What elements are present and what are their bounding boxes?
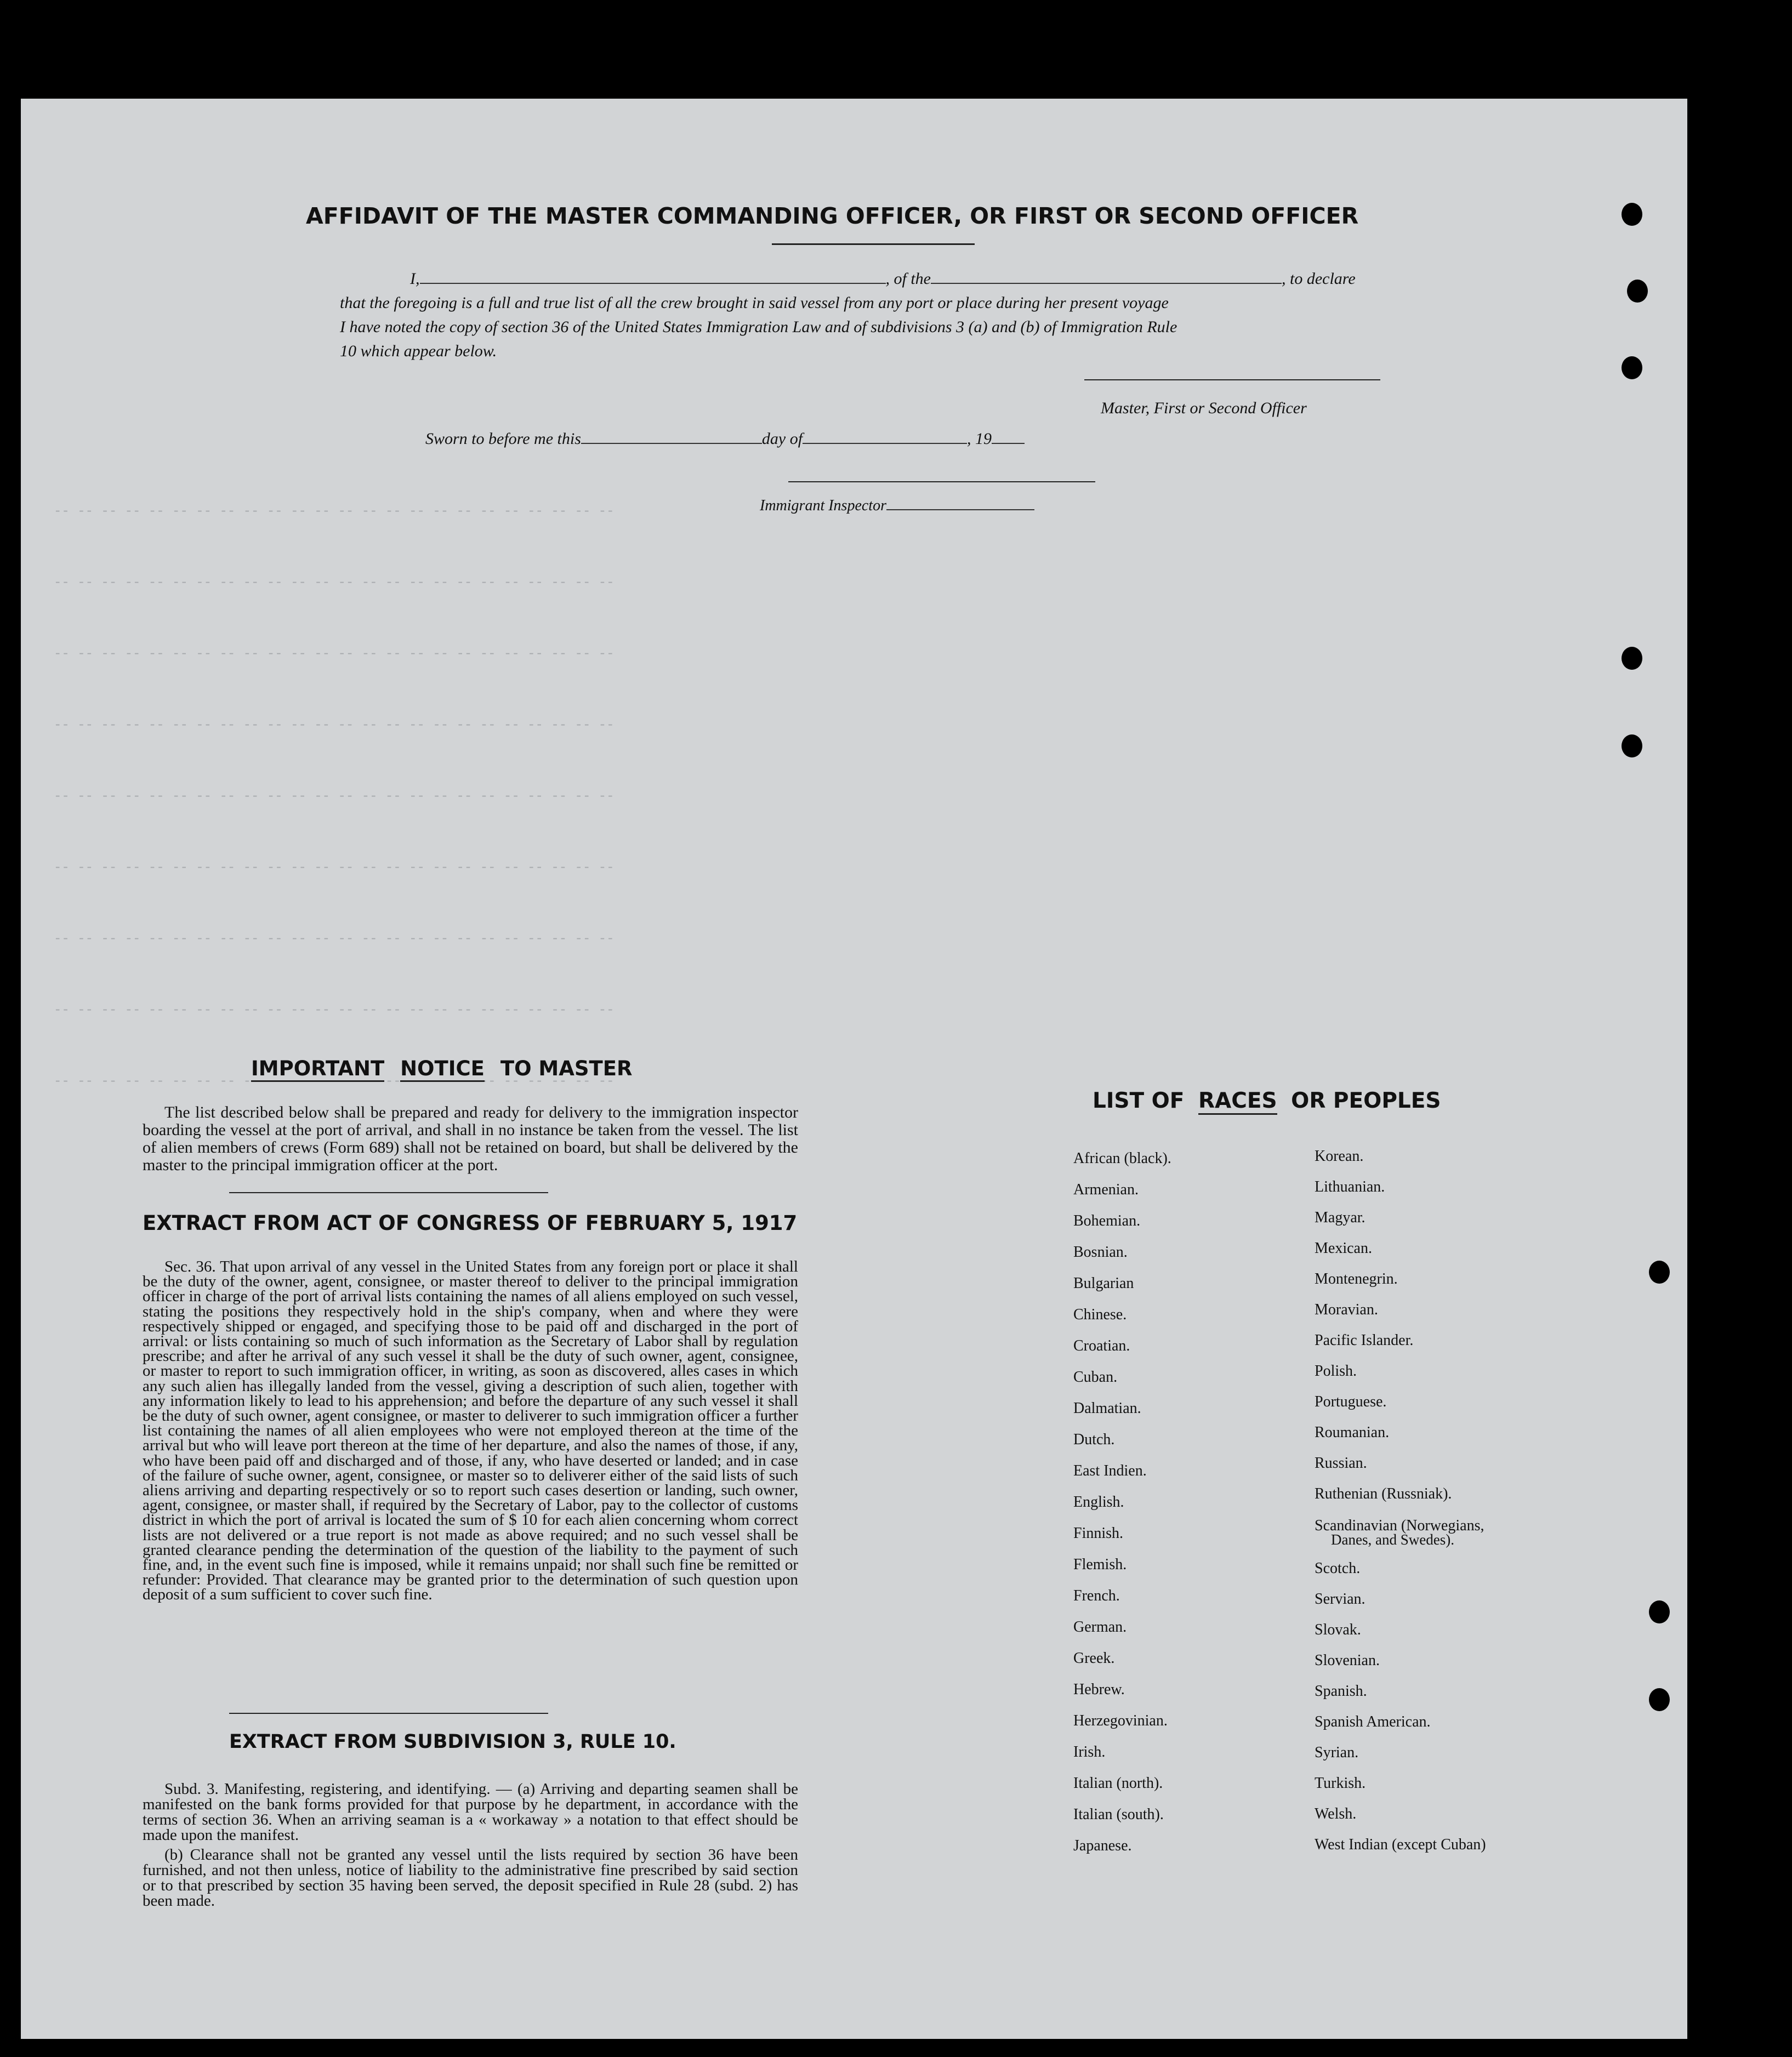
race-item: Cuban. <box>1073 1369 1118 1386</box>
affidavit-line-2: that the foregoing is a full and true list of all the crew brought in said vessel from any port or place during her present voyage <box>340 294 1169 312</box>
race-item: Italian (south). <box>1073 1806 1164 1823</box>
inspector-signature-line[interactable] <box>788 481 1095 482</box>
notice-divider <box>229 1192 548 1193</box>
race-item: Finnish. <box>1073 1525 1124 1542</box>
affidavit-title-underline <box>772 243 975 245</box>
races-title-races: RACES <box>1198 1089 1277 1115</box>
race-item: German. <box>1073 1619 1127 1636</box>
binder-hole-3 <box>1622 356 1642 379</box>
year-field[interactable] <box>992 443 1025 444</box>
race-item: Italian (north). <box>1073 1775 1163 1792</box>
sworn-label: Sworn to before me this <box>425 430 581 448</box>
race-item: Dutch. <box>1073 1431 1115 1448</box>
race-item: Bulgarian <box>1073 1275 1134 1292</box>
act-title: EXTRACT FROM ACT OF CONGRESS OF FEBRUARY 5, 1917 <box>143 1211 798 1235</box>
binder-hole-6 <box>1649 1261 1670 1284</box>
race-item: Slovak. <box>1315 1621 1361 1638</box>
races-title-list-of: LIST OF <box>1093 1089 1185 1113</box>
race-item: Syrian. <box>1315 1744 1359 1761</box>
sworn-date-field[interactable] <box>581 443 762 444</box>
race-item: Scotch. <box>1315 1560 1361 1577</box>
race-item: Spanish American. <box>1315 1713 1431 1730</box>
of-the-label: , of the <box>885 270 931 288</box>
inspector-label <box>760 497 1034 515</box>
race-item: Magyar. <box>1315 1209 1366 1226</box>
officer-name-field[interactable] <box>420 283 886 284</box>
race-item: Welsh. <box>1315 1805 1357 1822</box>
race-item: Croatian. <box>1073 1337 1130 1354</box>
race-item: Montenegrin. <box>1315 1270 1398 1287</box>
document-page <box>21 99 1687 2039</box>
race-item: Russian. <box>1315 1455 1367 1472</box>
signature-line[interactable] <box>1084 379 1380 380</box>
affidavit-line-3: I have noted the copy of section 36 of the United States Immigration Law and of subdivisions 3 (a) and (b) of Immigration Rule <box>340 318 1177 336</box>
signature-label: Master, First or Second Officer <box>1101 399 1307 417</box>
rule10-body-b: (b) Clearance shall not be granted any vessel until the lists required by section 36 have been furnished, and not then unless, notice of liability to the administrative fine prescribed by said section or to that prescribed by section 35 having been served, the deposit specified in Rule 28 (subd. 2) has been made. <box>143 1846 798 1910</box>
binder-hole-8 <box>1649 1688 1670 1711</box>
affidavit-line-4: 10 which appear below. <box>340 342 497 360</box>
race-item: East Indien. <box>1073 1462 1147 1479</box>
race-item: Armenian. <box>1073 1181 1139 1198</box>
race-item: Mexican. <box>1315 1240 1372 1257</box>
race-item: Roumanian. <box>1315 1424 1390 1441</box>
affidavit-line-1 <box>410 270 1356 288</box>
races-title <box>1093 1089 1441 1113</box>
notice-title-to-master: TO MASTER <box>500 1057 633 1080</box>
to-declare-label: , to declare <box>1282 270 1356 288</box>
affidavit-title: AFFIDAVIT OF THE MASTER COMMANDING OFFICER, OR FIRST OR SECOND OFFICER <box>306 203 1359 229</box>
rule10-title: EXTRACT FROM SUBDIVISION 3, RULE 10. <box>229 1731 676 1753</box>
race-item: Dalmatian. <box>1073 1400 1141 1417</box>
race-item: Ruthenian (Russniak). <box>1315 1485 1452 1502</box>
race-item: Slovenian. <box>1315 1652 1380 1669</box>
notice-title-notice: NOTICE <box>400 1057 485 1082</box>
race-item: Hebrew. <box>1073 1681 1125 1698</box>
act-body: Sec. 36. That upon arrival of any vessel in the United States from any foreign port or place it shall be the duty of the owner, agent, consignee, or master thereof to deliver to the principal immigration officer in charge of the port of arrival lists containing the names of all aliens employed on such vessel, stating the positions they respectively hold in the ship's company, when and where they were respectively shipped or engaged, and specifying those to be paid off and discharged in the port of arrival: or lists containing so much of such information as the Secretary of Labor shall by regulation prescribe; and after he arrival of any such vessel it shall be the duty of such owner, agent, consignee, or master to report to such immigration officer, in writing, as soon as discovered, alles cases in which any such alien has illegally landed from the vessel, giving a description of such alien, together with any information likely to lead to his apprehension; and before the departure of any such vessel it shall be the duty of such owner, agent consignee, or master to deliverer to such immigration officer a further list containing the names of all alien employees who were not employed thereon at the time of the arrival but who will leave port thereon at the time of her departure, and also the names of those, if any, who have been paid off and discharged and of those, if any, who have deserted or landed; and in case of the failure of suche owner, agent, consignee, or master so to deliverer either of the said lists of such aliens arriving and departing respectively or so to report such cases desertion or landing, such owner, agent, consignee, or master shall, if required by the Secretary of Labor, pay to the collector of customs district in which the port of arrival is located the sum of $ 10 for each alien concerning whom correct lists are not delivered or a true report is not made as above required; and no such vessel shall be granted clearance pending the determination of the question of the liability to the payment of such fine, and, in the event such fine is imposed, while it remains unpaid; nor shall such fine be remitted or refunder: Provided. That clearance may be granted prior to the determination of such question upon deposit of a sum sufficient to cover such fine. <box>143 1258 798 1604</box>
inspector-text: Immigrant Inspector <box>760 497 886 514</box>
race-item: French. <box>1073 1587 1120 1604</box>
day-of-label: day of <box>761 430 803 448</box>
binder-hole-5 <box>1622 734 1642 757</box>
race-item: Pacific Islander. <box>1315 1332 1414 1349</box>
inspector-field[interactable] <box>886 509 1034 510</box>
race-item: Irish. <box>1073 1743 1106 1760</box>
race-item: West Indian (except Cuban) <box>1315 1836 1486 1853</box>
race-item: Portuguese. <box>1315 1393 1387 1410</box>
race-item: Spanish. <box>1315 1683 1367 1700</box>
vessel-name-field[interactable] <box>931 283 1282 284</box>
race-item: Polish. <box>1315 1363 1357 1380</box>
race-item: Turkish. <box>1315 1775 1366 1792</box>
race-item: African (black). <box>1073 1150 1171 1167</box>
race-item: Lithuanian. <box>1315 1178 1385 1195</box>
race-item: Chinese. <box>1073 1306 1127 1323</box>
race-item: Servian. <box>1315 1591 1366 1608</box>
notice-title <box>251 1057 633 1080</box>
binder-hole-1 <box>1622 203 1642 226</box>
race-item: English. <box>1073 1494 1124 1511</box>
act-divider <box>229 1713 548 1714</box>
binder-hole-7 <box>1649 1600 1670 1623</box>
race-item: Moravian. <box>1315 1301 1378 1318</box>
binder-hole-2 <box>1627 280 1648 303</box>
year-label: , 19 <box>967 430 992 448</box>
races-title-or-peoples: OR PEOPLES <box>1291 1089 1441 1113</box>
rule10-body-a: Subd. 3. Manifesting, registering, and identifying. — (a) Arriving and departing seamen shall be manifested on the bank forms provided for that purpose by he department, in accordance with the terms of section 36. When an arriving seaman is a « workaway » a notation to that effect should be made upon the manifest. <box>143 1780 798 1844</box>
race-item: Greek. <box>1073 1650 1115 1667</box>
race-item: Danes, and Swedes). <box>1331 1531 1454 1548</box>
race-item: Bohemian. <box>1073 1212 1141 1229</box>
month-field[interactable] <box>803 443 967 444</box>
race-item: Scandinavian (Norwegians, <box>1315 1517 1484 1534</box>
race-item: Japanese. <box>1073 1837 1132 1854</box>
sworn-line <box>425 430 1025 448</box>
race-item: Herzegovinian. <box>1073 1712 1168 1729</box>
race-item: Flemish. <box>1073 1556 1127 1573</box>
notice-title-important: IMPORTANT <box>251 1057 384 1082</box>
binder-hole-4 <box>1622 647 1642 670</box>
notice-body: The list described below shall be prepared and ready for delivery to the immigration inspector boarding the vessel at the port of arrival, and shall in no instance be taken from the vessel. The list of alien members of crews (Form 689) shall not be retained on board, but shall be delivered by the master to the principal immigration officer at the port. <box>143 1103 798 1174</box>
race-item: Bosnian. <box>1073 1244 1128 1261</box>
i-label: I, <box>410 270 420 288</box>
race-item: Korean. <box>1315 1148 1364 1165</box>
bleed-through-crew-list: -- -- -- -- -- -- -- -- -- -- -- -- -- -- -- -- -- -- -- -- -- -- -- -- -- -- -- -- -- -- -- -- -- -- -- -- -- -- -- -- -- -- -- -- -- -- -- -- -- -- -- -- -- -- -- -- -- -- -- -- -- -- -- -- -- -- -- -- -- -- -- -- -- -- -- -- -- -- -- -- -- -- -- -- -- -- -- -- -- -- -- -- -- -- -- -- -- -- -- -- -- -- -- -- -- -- -- -- -- -- -- -- -- -- -- -- -- -- -- -- -- -- -- -- -- -- -- -- -- -- -- -- -- -- -- -- -- -- -- -- -- -- -- -- -- -- -- -- -- -- -- -- -- -- -- -- -- -- -- -- -- -- -- -- -- -- -- -- -- -- -- -- -- -- -- -- -- -- -- -- -- -- -- -- -- -- -- -- -- -- -- -- -- -- -- -- -- -- -- -- -- -- -- -- -- -- -- -- -- -- -- -- -- -- -- -- <box>54 504 615 1089</box>
